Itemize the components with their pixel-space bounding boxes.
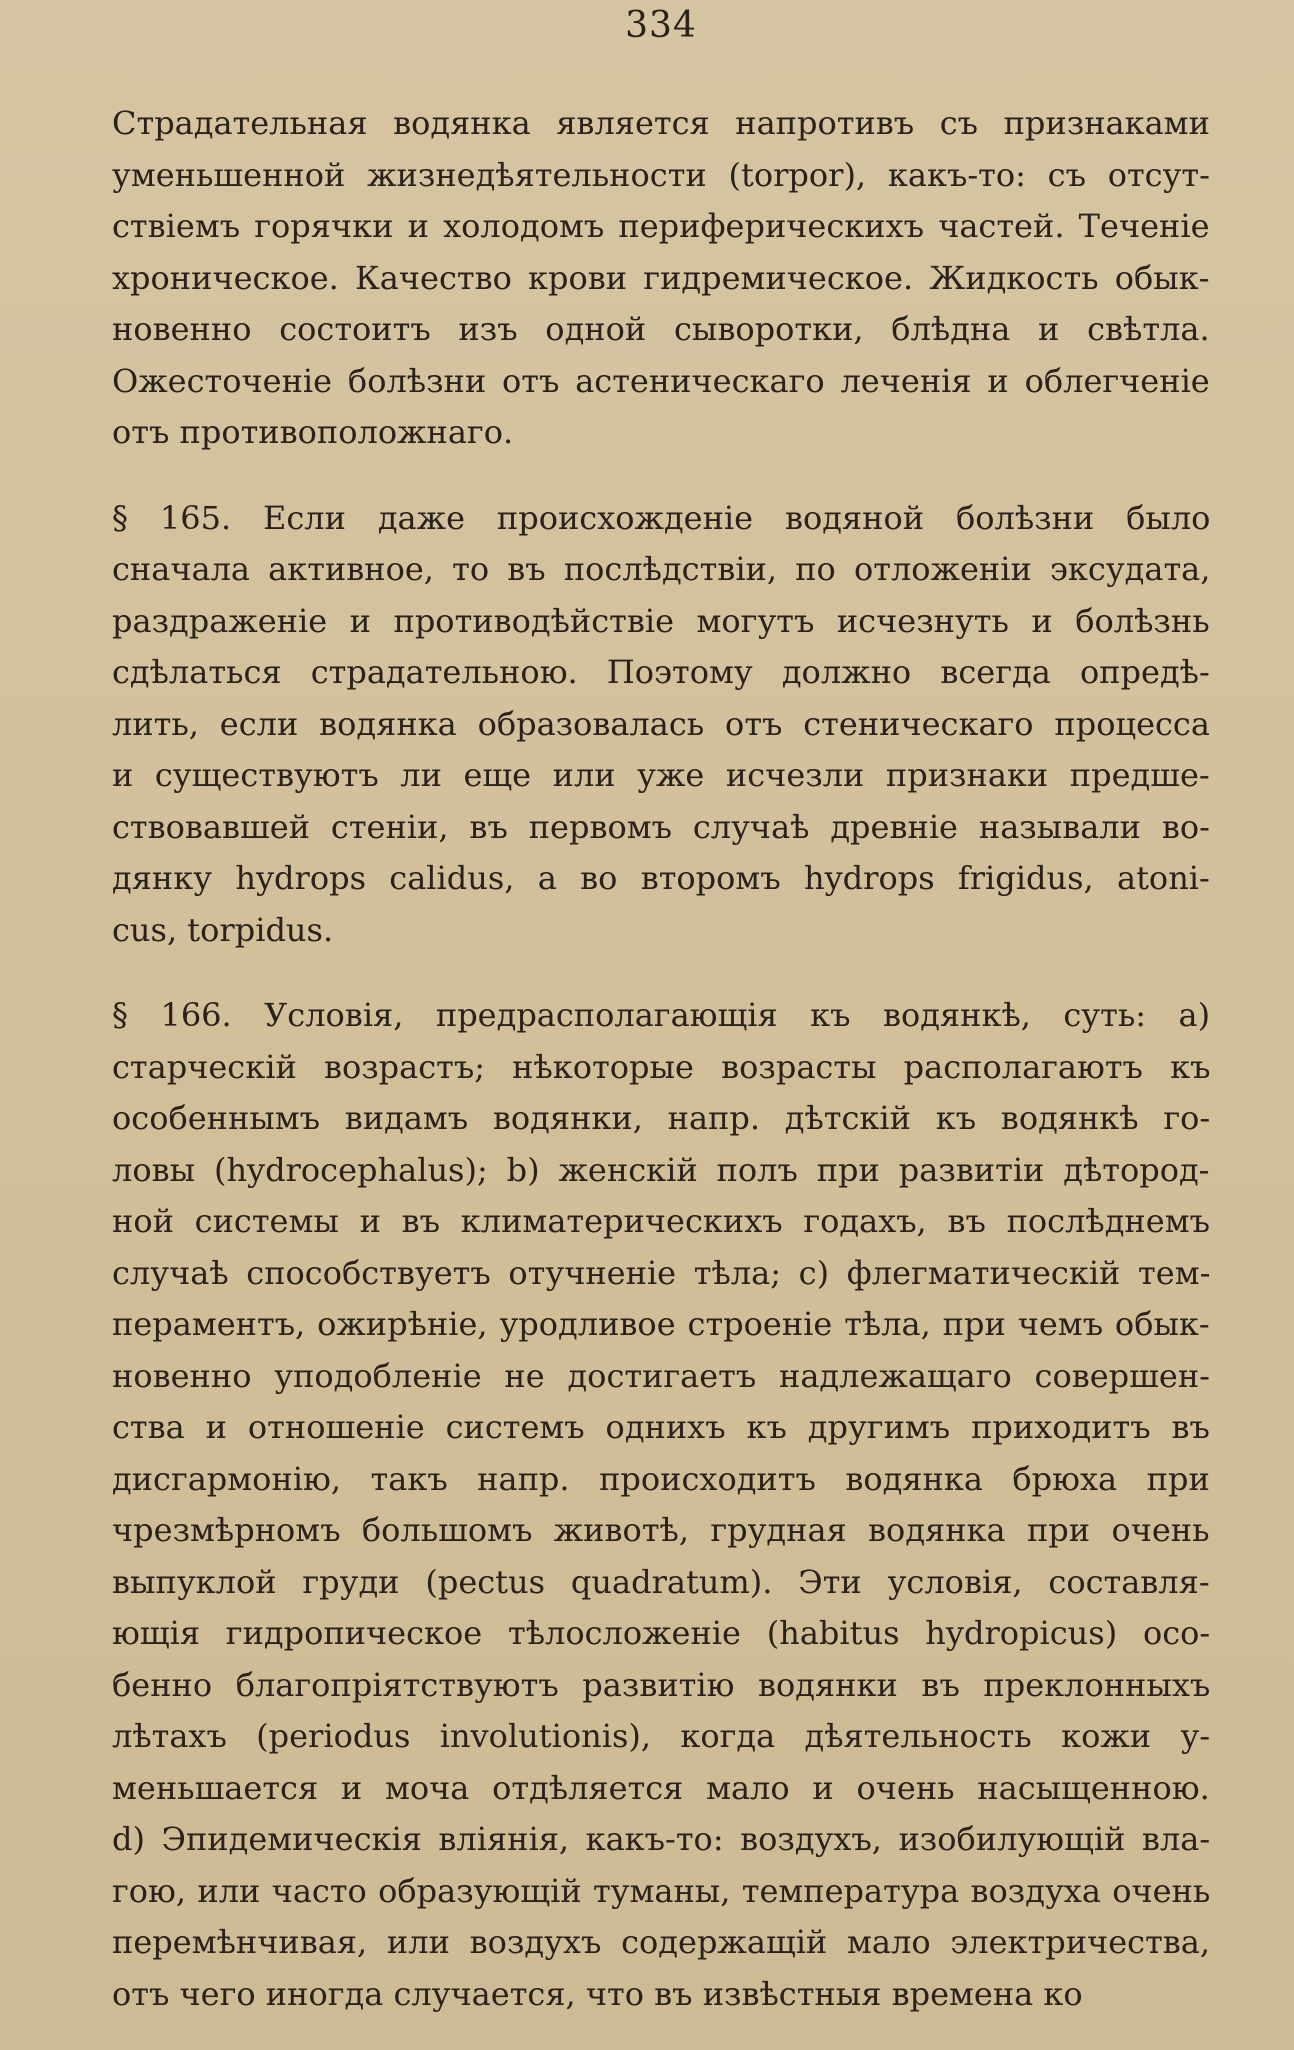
text-line: особеннымъ видамъ водянки, напр. дѣтскій къ водянкѣ го-: [112, 1099, 1210, 1137]
text-line: cus, torpidus.: [112, 910, 334, 949]
text-line: раздраженіе и противодѣйствіе могутъ исчезнуть и болѣзнь: [112, 601, 1210, 640]
text-line: ной системы и въ климатерическихъ годахъ, въ послѣднемъ: [112, 1202, 1210, 1240]
text-line: Страдательная водянка является напротивъ съ признаками: [112, 104, 1210, 142]
body-text: [112, 98, 1210, 2020]
text-line: ловы (hydrocephalus); b) женскій полъ при развитіи дѣтород-: [112, 1150, 1210, 1189]
text-line: гою, или часто образующій туманы, температура воздуха очень: [112, 1871, 1210, 1910]
text-line: случаѣ способствуетъ отучненіе тѣла; c) флегматическій тем-: [112, 1253, 1210, 1292]
paragraph: [112, 493, 1210, 957]
text-line: ющія гидропическое тѣлосложеніе (habitus hydropicus) осо-: [112, 1614, 1210, 1652]
text-line: отъ чего иногда случается, что въ извѣстныя времена ко: [112, 1974, 1083, 2013]
text-line: перемѣнчивая, или воздухъ содержащій мало электричества,: [112, 1923, 1210, 1961]
text-line: сначала активное, то въ послѣдствіи, по отложеніи эксудата,: [112, 550, 1210, 588]
text-line: отъ противоположнаго.: [112, 413, 514, 451]
text-line: сдѣлаться страдательною. Поэтому должно всегда опредѣ-: [112, 653, 1210, 691]
text-line: пераментъ, ожирѣніе, уродливое строеніе тѣла, при чемъ обык-: [112, 1305, 1210, 1343]
text-line: выпуклой груди (pectus quadratum). Эти условія, составля-: [112, 1562, 1210, 1601]
text-line: § 166. Условія, предрасполагающія къ водянкѣ, суть: a): [112, 996, 1210, 1034]
text-line: ствіемъ горячки и холодомъ периферическихъ частей. Теченіе: [112, 207, 1210, 245]
page-number: 334: [625, 5, 697, 46]
text-line: Ожесточеніе болѣзни отъ астеническаго леченія и облегченіе: [112, 361, 1210, 400]
text-line: дисгармонію, такъ напр. происходитъ водянка брюха при: [112, 1459, 1210, 1498]
text-line: лить, если водянка образовалась отъ стеническаго процесса: [112, 704, 1210, 743]
paragraph: [112, 990, 1210, 2020]
text-line: старческій возрастъ; нѣкоторые возрасты располагаютъ къ: [112, 1047, 1210, 1086]
text-line: уменьшенной жизнедѣятельности (torpor), какъ-то: съ отсут-: [112, 155, 1210, 194]
text-line: хроническое. Качество крови гидремическое. Жидкость обык-: [112, 258, 1210, 297]
text-line: дянку hydrops calidus, а во второмъ hydrops frigidus, atoni-: [112, 859, 1210, 897]
text-line: и существуютъ ли еще или уже исчезли признаки предше-: [112, 756, 1210, 794]
text-line: ства и отношеніе системъ однихъ къ другимъ приходитъ въ: [112, 1408, 1210, 1446]
text-line: d) Эпидемическія вліянія, какъ-то: воздухъ, изобилующій вла-: [112, 1820, 1210, 1858]
text-line: ствовавшей стеніи, въ первомъ случаѣ древніе называли во-: [112, 807, 1210, 846]
text-line: новенно состоитъ изъ одной сыворотки, блѣдна и свѣтла.: [112, 310, 1210, 348]
text-line: лѣтахъ (periodus involutionis), когда дѣятельность кожи у-: [112, 1717, 1210, 1755]
text-line: бенно благопріятствуютъ развитію водянки въ преклонныхъ: [112, 1665, 1210, 1704]
text-line: § 165. Если даже происхожденіе водяной болѣзни было: [112, 498, 1210, 537]
text-line: чрезмѣрномъ большомъ животѣ, грудная водянка при очень: [112, 1511, 1210, 1549]
paragraph: [112, 98, 1210, 459]
text-line: новенно уподобленіе не достигаетъ надлежащаго совершен-: [112, 1356, 1210, 1395]
text-line: меньшается и моча отдѣляется мало и очень насыщенною.: [112, 1768, 1210, 1807]
